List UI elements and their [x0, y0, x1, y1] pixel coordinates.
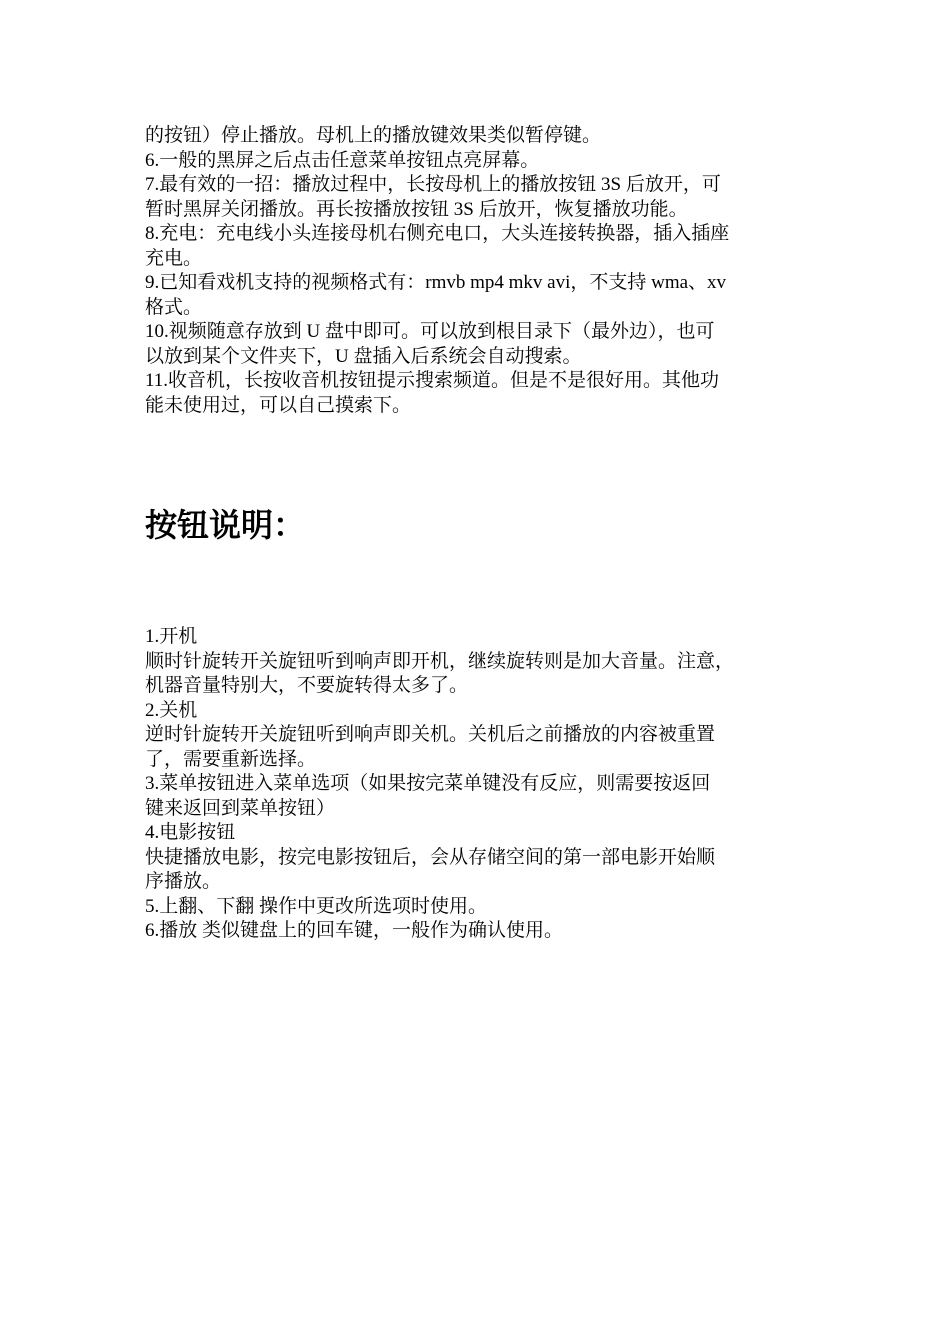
- button-instructions: [145, 625, 825, 944]
- text-line: 机器音量特别大，不要旋转得太多了。: [145, 675, 469, 696]
- text-line: 序播放。: [145, 871, 222, 892]
- text-line: 8.充电：充电线小头连接母机右侧充电口，大头连接转换器，插入插座: [145, 223, 730, 244]
- text-line: 2.关机: [145, 699, 198, 721]
- text-line: 逆时针旋转开关旋钮听到响声即关机。关机后之前播放的内容被重置: [145, 724, 716, 745]
- text-line: 充电。: [145, 247, 203, 269]
- text-line: 7.最有效的一招：播放过程中，长按母机上的播放按钮 3S 后放开，可: [145, 174, 721, 195]
- text-line: 1.开机: [145, 626, 198, 647]
- text-line: 10.视频随意存放到 U 盘中即可。可以放到根目录下（最外边），也可: [145, 321, 715, 342]
- text-line: 能未使用过，可以自己摸索下。: [145, 394, 412, 416]
- text-line: 以放到某个文件夹下，U 盘插入后系统会自动搜索。: [145, 345, 582, 367]
- text-line: 快捷播放电影，按完电影按钮后，会从存储空间的第一部电影开始顺: [145, 846, 716, 868]
- text-line: 格式。: [145, 296, 203, 318]
- text-line: 的按钮）停止播放。母机上的播放键效果类似暂停键。: [145, 125, 602, 146]
- text-line: 11.收音机，长按收音机按钮提示搜索频道。但是不是很好用。其他功: [145, 370, 720, 391]
- text-line: 3.菜单按钮进入菜单选项（如果按完菜单键没有反应，则需要按返回: [145, 773, 711, 794]
- text-line: 9.已知看戏机支持的视频格式有：rmvb mp4 mkv avi，不支持 wma、xv: [145, 272, 727, 293]
- text-line: 了，需要重新选择。: [145, 748, 317, 770]
- text-line: 5.上翻、下翻 操作中更改所选项时使用。: [145, 895, 488, 917]
- text-line: 顺时针旋转开关旋钮听到响声即开机，继续旋转则是加大音量。注意，: [145, 650, 735, 672]
- text-line: 6.一般的黑屏之后点击任意菜单按钮点亮屏幕。: [145, 149, 540, 171]
- text-line: 键来返回到菜单按钮）: [145, 797, 336, 819]
- text-line: 暂时黑屏关闭播放。再长按播放按钮 3S 后放开，恢复播放功能。: [145, 198, 688, 220]
- section-heading: 按钮说明：: [145, 506, 306, 544]
- text-line: 6.播放 类似键盘上的回车键，一般作为确认使用。: [145, 920, 564, 941]
- text-line: 4.电影按钮: [145, 822, 236, 843]
- instructions-continued: [145, 124, 825, 418]
